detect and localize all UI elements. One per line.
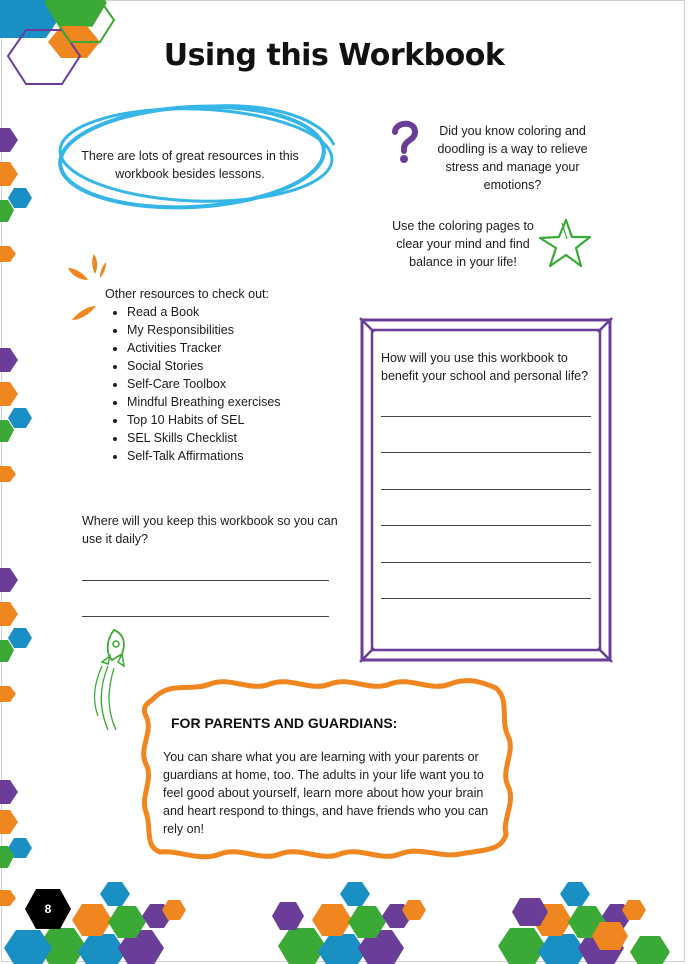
answer-line[interactable] [82, 580, 329, 581]
resource-item: • Self-Talk Affirmations [127, 447, 345, 465]
resources-intro: Other resources to check out: [105, 287, 269, 301]
coloring-tip-line-2: doodling is a way to relieve [437, 142, 588, 156]
star-icon [536, 217, 592, 271]
coloring-pages-line-3: balance in your life! [409, 255, 517, 269]
answer-line[interactable] [381, 452, 591, 453]
use-question-line-2: benefit your school and personal life? [381, 369, 589, 383]
coloring-pages-text [378, 217, 548, 271]
question-mark-icon [390, 120, 420, 164]
hexagon-cluster-bottom [0, 876, 688, 964]
answer-line[interactable] [381, 598, 591, 599]
answer-line[interactable] [381, 489, 591, 490]
parents-line-1: You can share what you are learning with your parents or [163, 750, 479, 764]
intro-line-1: There are lots of great resources in this [81, 149, 299, 163]
resources-section [105, 285, 345, 465]
keep-question-text [82, 512, 342, 548]
parents-line-5: rely on! [163, 822, 204, 836]
page-title: Using this Workbook [163, 38, 505, 73]
coloring-pages-line-2: clear your mind and find [396, 237, 530, 251]
coloring-tip-line-3: stress and manage your [445, 160, 580, 174]
parents-line-2: guardians at home, too. The adults in your life want you to [163, 768, 484, 782]
left-hexagon-strip [0, 120, 40, 920]
resource-item: • Mindful Breathing exercises [127, 393, 345, 411]
coloring-tip-line-4: emotions? [483, 178, 542, 192]
resources-list [105, 303, 345, 465]
parents-heading: FOR PARENTS AND GUARDIANS: [171, 715, 398, 731]
answer-line[interactable] [82, 616, 329, 617]
keep-question-line-1: Where will you keep this workbook so you can [82, 514, 338, 528]
answer-line[interactable] [381, 525, 591, 526]
intro-text [70, 147, 310, 183]
coloring-tip-text [425, 122, 600, 194]
parents-line-4: and heart respond to things, and have friends who you can [163, 804, 489, 818]
use-question-line-1: How will you use this workbook to [381, 351, 568, 365]
answer-line[interactable] [381, 562, 591, 563]
intro-line-2: workbook besides lessons. [115, 167, 265, 181]
coloring-pages-line-1: Use the coloring pages to [392, 219, 534, 233]
parents-line-3: feel good about yourself, learn more about how your brain [163, 786, 484, 800]
parents-text [163, 748, 503, 838]
resource-item: • SEL Skills Checklist [127, 429, 345, 447]
resource-item: • Read a Book [127, 303, 345, 321]
keep-question-line-2: use it daily? [82, 532, 149, 546]
resource-item: • My Responsibilities [127, 321, 345, 339]
resource-item: • Activities Tracker [127, 339, 345, 357]
rocket-icon [86, 626, 134, 738]
coloring-tip-line-1: Did you know coloring and [439, 124, 586, 138]
answer-line[interactable] [381, 416, 591, 417]
resource-item: • Self-Care Toolbox [127, 375, 345, 393]
use-question-text [381, 349, 596, 385]
page-number: 8 [44, 902, 52, 916]
resource-item: • Social Stories [127, 357, 345, 375]
resource-item: • Top 10 Habits of SEL [127, 411, 345, 429]
